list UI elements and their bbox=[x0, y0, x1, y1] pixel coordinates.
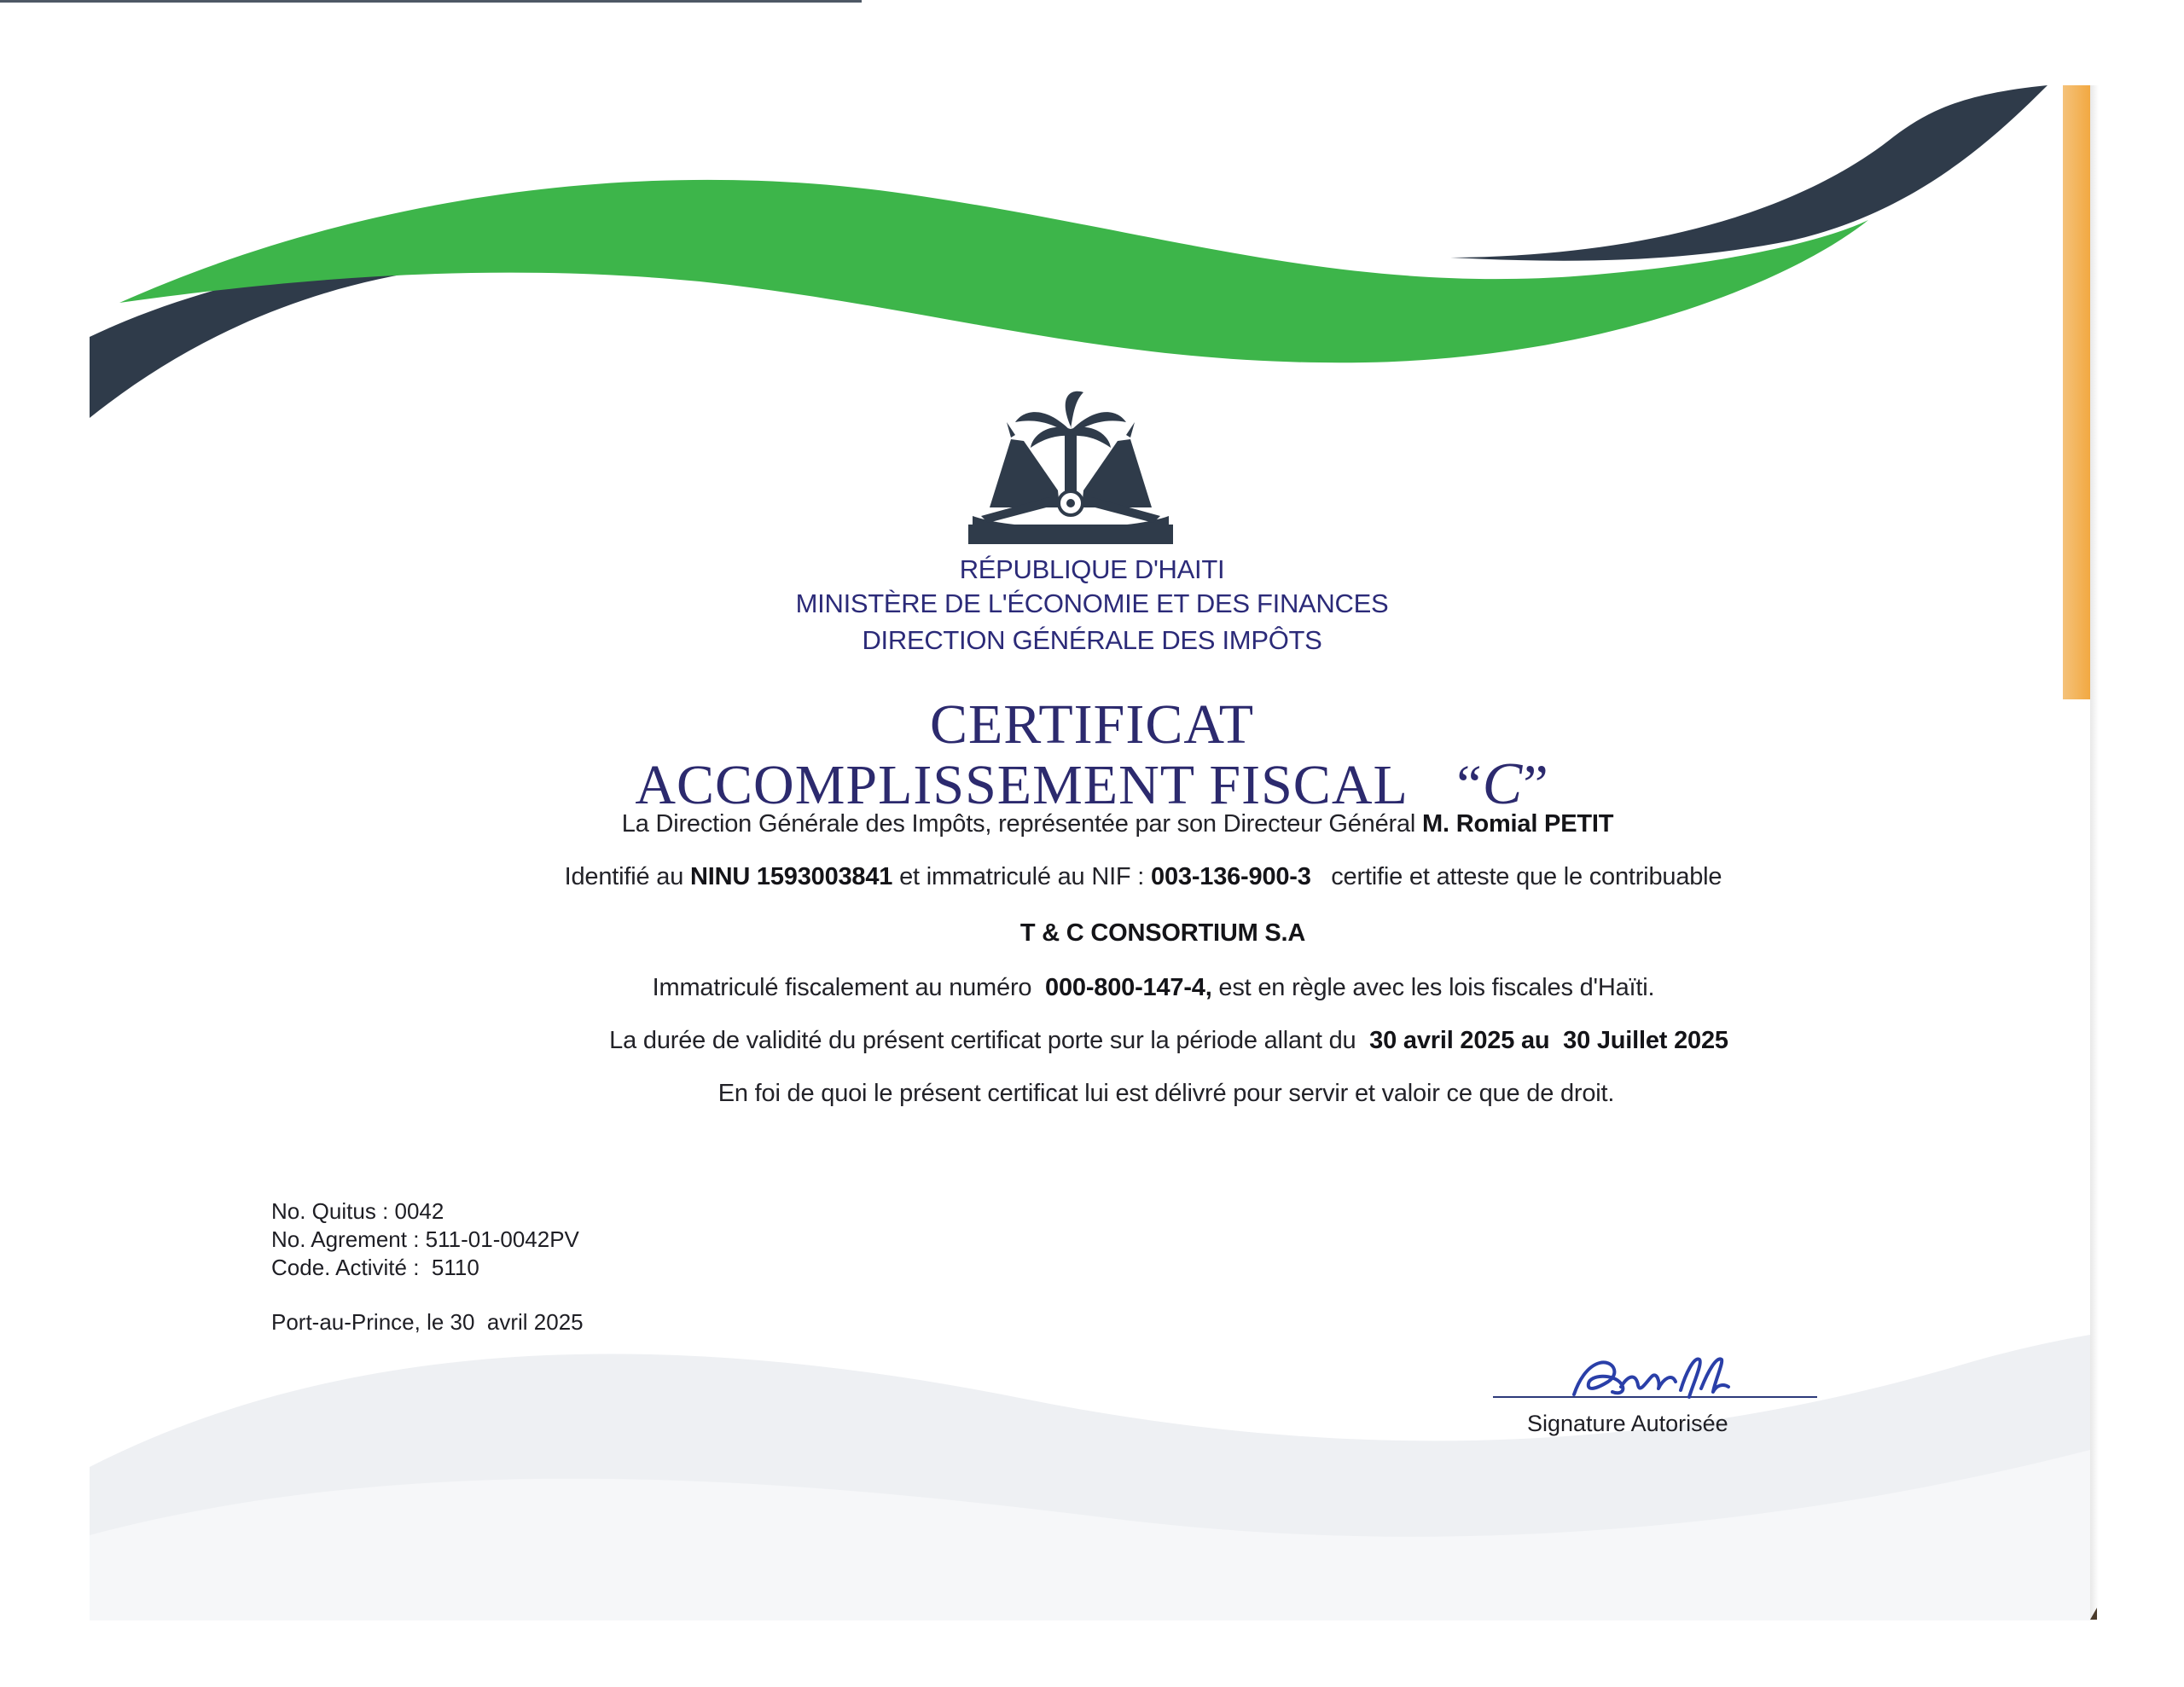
meta-agrement bbox=[271, 1226, 579, 1254]
body-line-closing: En foi de quoi le présent certificat lui est délivré pour servir et valoir ce que de droit. bbox=[717, 1080, 1615, 1107]
signature-label: Signature Autorisée bbox=[1527, 1411, 1728, 1436]
body-ninu: NINU 1593003841 bbox=[689, 863, 893, 890]
meta-quitus-label: No. Quitus bbox=[271, 1198, 376, 1224]
body-reg-b: est en règle avec les lois fiscales d'Haïti. bbox=[1211, 974, 1655, 1001]
navy-wave-right bbox=[1450, 85, 2048, 261]
title-open-quote: “ bbox=[1456, 754, 1483, 816]
meta-activite-value: : 5110 bbox=[413, 1255, 479, 1280]
company-name bbox=[1020, 919, 1305, 948]
body-ident-a: Identifié au bbox=[564, 863, 690, 890]
body-line-validity bbox=[609, 1027, 1728, 1055]
body-director-text: La Direction Générale des Impôts, représentée par son Directeur Général bbox=[621, 810, 1423, 838]
handwritten-signature bbox=[1493, 1348, 1834, 1416]
title-accomplissement-text: ACCOMPLISSEMENT FISCAL bbox=[635, 754, 1407, 816]
title-letter-c: C bbox=[1482, 751, 1524, 817]
header-country: RÉPUBLIQUE D'HAITI bbox=[959, 554, 1225, 584]
body-line-registration bbox=[653, 974, 1655, 1002]
meta-quitus bbox=[271, 1197, 579, 1226]
meta-block bbox=[271, 1197, 579, 1282]
body-director-name: M. Romial PETIT bbox=[1422, 810, 1614, 838]
meta-activite-label: Code. Activité bbox=[271, 1255, 407, 1280]
coat-of-arms-emblem bbox=[964, 388, 1177, 546]
body-line-director bbox=[622, 810, 1613, 838]
meta-agrement-label: No. Agrement bbox=[271, 1226, 407, 1252]
place-date: Port-au-Prince, le 30 avril 2025 bbox=[271, 1309, 584, 1335]
company-name-text: T & C CONSORTIUM S.A bbox=[1019, 919, 1306, 947]
corner-mark bbox=[2090, 1608, 2097, 1620]
meta-quitus-value: : 0042 bbox=[382, 1198, 444, 1224]
header-direction: DIRECTION GÉNÉRALE DES IMPÔTS bbox=[862, 625, 1322, 655]
body-validity-period: 30 avril 2025 au 30 Juillet 2025 bbox=[1369, 1027, 1728, 1054]
body-validity-a: La durée de validité du présent certificat porte sur la période allant du bbox=[609, 1027, 1370, 1054]
header-ministry: MINISTÈRE DE L'ÉCONOMIE ET DES FINANCES bbox=[795, 588, 1389, 618]
green-wave bbox=[119, 180, 1868, 362]
title-close-quote: ” bbox=[1523, 754, 1549, 816]
body-ident-b: et immatriculé au NIF : bbox=[892, 863, 1152, 890]
body-nif: 003-136-900-3 bbox=[1151, 863, 1311, 890]
title-accomplissement bbox=[635, 751, 1548, 819]
title-certificat: CERTIFICAT bbox=[929, 693, 1255, 756]
meta-agrement-value: : 511-01-0042PV bbox=[413, 1226, 579, 1252]
body-reg-number: 000-800-147-4, bbox=[1045, 974, 1212, 1001]
meta-activite bbox=[271, 1254, 579, 1282]
body-ident-c: certifie et atteste que le contribuable bbox=[1310, 863, 1722, 890]
body-line-identification bbox=[565, 863, 1722, 891]
body-reg-a: Immatriculé fiscalement au numéro bbox=[652, 974, 1046, 1001]
